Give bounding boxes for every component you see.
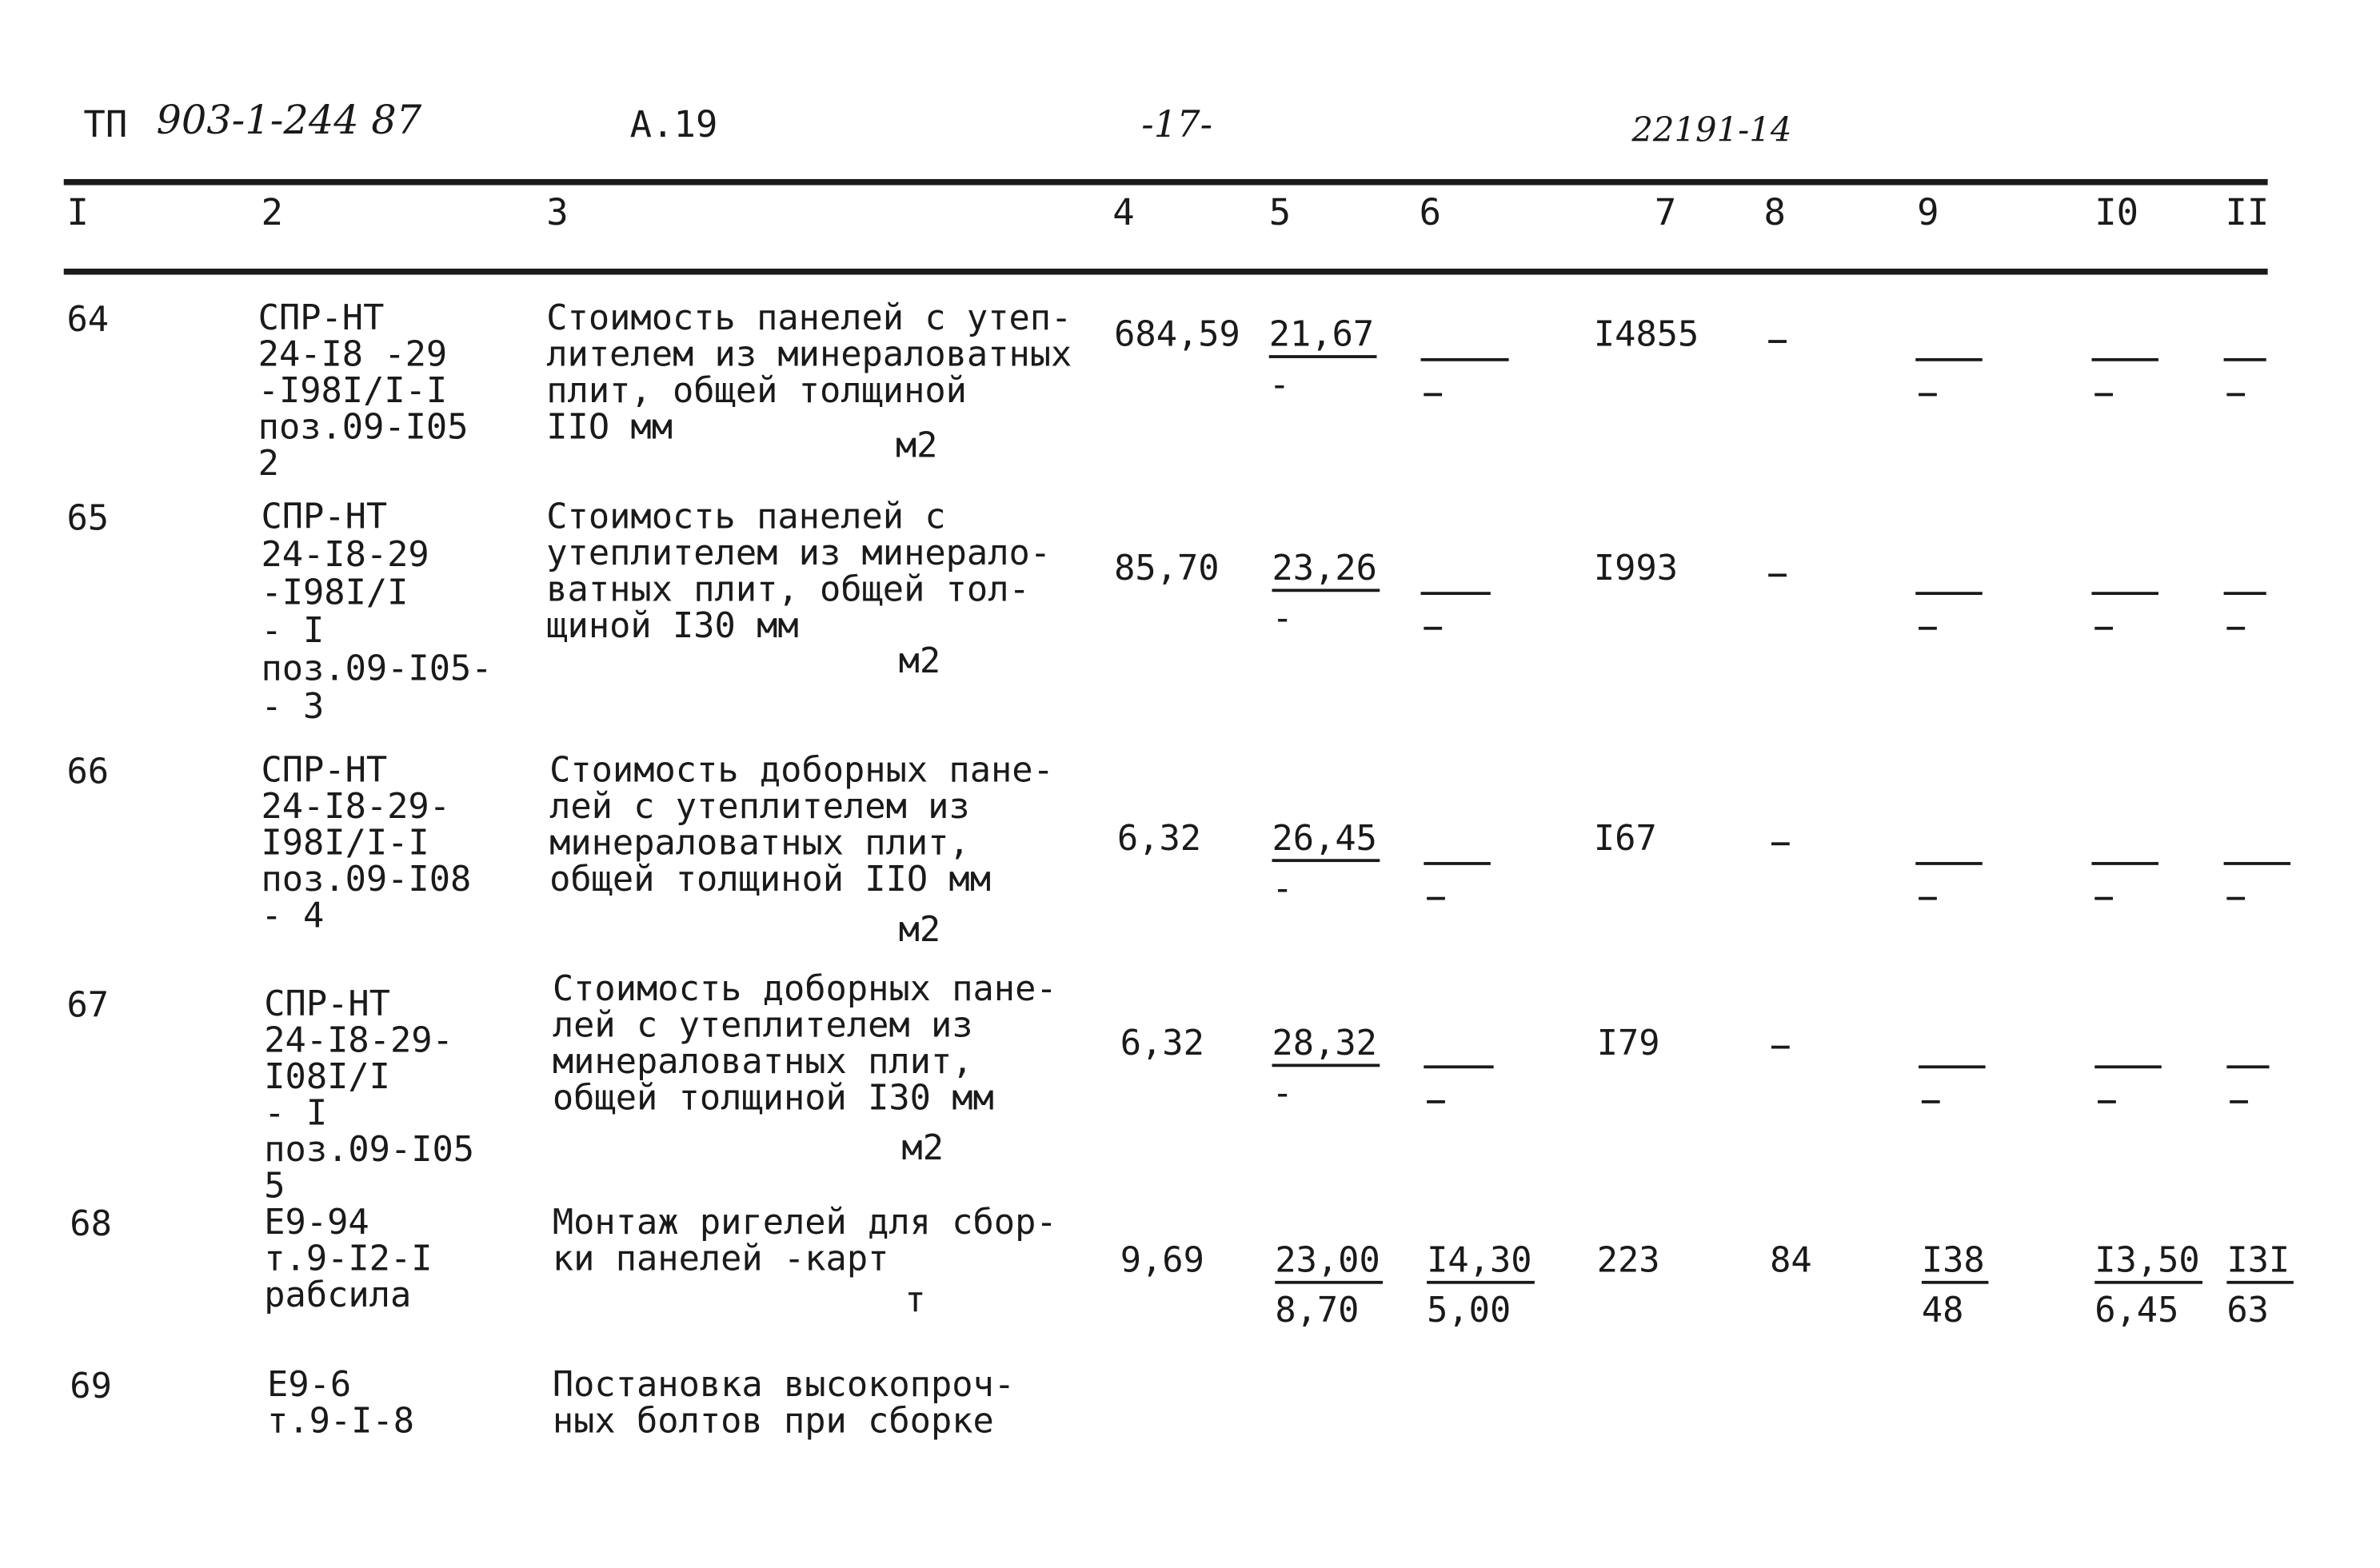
row-code: СПР-НТ 24-I8-29- I08I/I - I поз.09-I05 5: [264, 984, 475, 1207]
row-unit: м2: [895, 426, 938, 466]
row-description: Стоимость панелей с утеплителем из минерало- ватных плит, общей тол- щиной I30 мм: [546, 497, 1052, 647]
column-header-9: 9: [1917, 191, 1939, 234]
col6-dash: [1421, 592, 1491, 595]
col6-dash: [1424, 393, 1442, 397]
col11-sub-value: 63: [2226, 1291, 2269, 1331]
col11-dash: [2230, 1100, 2248, 1103]
row-description: Монтаж ригелей для сбор- ки панелей -карт: [552, 1203, 1057, 1280]
col10-dash: [2094, 627, 2113, 630]
row-total: I67: [1593, 819, 1657, 860]
row-col8: 84: [1770, 1241, 1812, 1281]
row-unit: м2: [898, 641, 941, 682]
col11-dash: [2226, 897, 2245, 900]
col11-dash: [2226, 393, 2245, 397]
col10-dash: [2091, 592, 2158, 595]
row-code: Е9-6 т.9-I-8: [267, 1366, 415, 1442]
col9-sub-value: 48: [1921, 1291, 1964, 1331]
column-header-2: 2: [261, 191, 283, 234]
column-header-6: 6: [1419, 191, 1442, 234]
row-code: СПР-НТ 24-I8-29 -I98I/I - I поз.09-I05- - 3: [261, 497, 493, 728]
row-quantity: 684,59: [1114, 315, 1240, 356]
row-col10: [2094, 1242, 2202, 1331]
col5-sub-value: -: [1272, 599, 1293, 640]
row-number: 65: [66, 499, 110, 539]
row-number: 66: [66, 752, 110, 792]
col9-dash: [1915, 592, 1983, 595]
row-number: 64: [66, 300, 110, 341]
col5-value: 23,26: [1272, 551, 1380, 592]
col10-dash: [2094, 897, 2113, 900]
col5-value: 21,67: [1269, 317, 1377, 359]
col5-value: 26,45: [1272, 821, 1380, 863]
col9-dash: [1915, 358, 1983, 361]
row-unit: т: [904, 1280, 926, 1321]
col5-sub-value: -: [1272, 1075, 1293, 1115]
column-header-11: II: [2225, 191, 2270, 234]
row-description: Стоимость доборных пане- лей с утеплителем из минераловатных плит, общей толщиной IIO мм: [549, 751, 1054, 900]
col8-dash: [1771, 1046, 1790, 1049]
header-code: 22191-14: [1631, 112, 1792, 150]
row-number: 69: [70, 1367, 112, 1407]
header-tp: ТП: [83, 103, 128, 146]
col8-dash: [1771, 842, 1790, 845]
header-page-number: -17-: [1141, 103, 1213, 146]
col5-value: 23,00: [1275, 1243, 1383, 1284]
column-header-5: 5: [1268, 191, 1292, 234]
row-col5: [1272, 549, 1380, 638]
header-rule-top: [64, 179, 2268, 186]
row-total: I993: [1593, 549, 1679, 589]
row-total: I4855: [1593, 315, 1699, 356]
col11-dash: [2224, 358, 2266, 361]
row-quantity: 85,70: [1114, 549, 1220, 589]
col9-dash: [1919, 1065, 1986, 1068]
col9-dash: [1922, 1100, 1940, 1103]
header-album: А.19: [629, 103, 718, 146]
col11-value: I3I: [2226, 1243, 2293, 1284]
col10-sub-value: 6,45: [2094, 1291, 2179, 1331]
col11-dash: [2224, 862, 2291, 865]
row-quantity: 6,32: [1116, 819, 1202, 860]
col6-dash: [1424, 1065, 1493, 1068]
col5-value: 28,32: [1272, 1026, 1380, 1067]
header-rule-bottom: [64, 269, 2268, 275]
col10-dash: [2094, 393, 2113, 397]
row-quantity: 9,69: [1120, 1241, 1204, 1281]
col9-dash: [1919, 897, 1937, 900]
col11-dash: [2224, 592, 2266, 595]
row-code: СПР-НТ 24-I8 -29 -I98I/I-I поз.09-I05 2: [258, 298, 469, 485]
col10-dash: [2098, 1100, 2116, 1103]
row-unit: м2: [901, 1129, 944, 1169]
row-col6: [1427, 1242, 1535, 1331]
col10-dash: [2091, 862, 2158, 865]
col8-dash: [1768, 573, 1787, 577]
row-total: 223: [1596, 1241, 1660, 1281]
col10-dash: [2094, 1065, 2162, 1068]
col6-dash: [1424, 862, 1491, 865]
header-doc-no: 903-1-244 87: [156, 98, 422, 145]
column-header-7: 7: [1654, 191, 1677, 234]
row-col5: [1269, 316, 1377, 405]
col9-dash: [1919, 627, 1937, 630]
column-header-1: I: [66, 191, 89, 234]
col6-dash: [1424, 627, 1442, 630]
col5-sub-value: -: [1272, 869, 1293, 910]
row-number: 68: [70, 1205, 112, 1245]
row-description: Стоимость панелей с утеп- лителем из минераловатных плит, общей толщиной IIO мм: [546, 298, 1072, 448]
col10-value: I3,50: [2094, 1243, 2202, 1284]
col11-dash: [2226, 1065, 2269, 1068]
col5-sub-value: -: [1268, 365, 1291, 406]
row-col9: [1922, 1242, 1988, 1331]
col9-dash: [1915, 862, 1983, 865]
col6-value: I4,30: [1427, 1243, 1535, 1284]
col5-sub-value: 8,70: [1275, 1291, 1360, 1331]
row-number: 67: [66, 986, 110, 1027]
col10-dash: [2091, 358, 2158, 361]
row-description: Стоимость доборных пане- лей с утеплителем из минераловатных плит, общей толщиной I30 мм: [552, 969, 1057, 1119]
column-header-8: 8: [1763, 191, 1786, 234]
col6-dash: [1427, 1100, 1445, 1103]
col9-dash: [1919, 393, 1937, 397]
row-unit: м2: [898, 910, 941, 951]
row-col11: [2226, 1242, 2293, 1331]
row-col5: [1275, 1242, 1383, 1331]
col8-dash: [1768, 340, 1787, 343]
row-col5: [1272, 820, 1380, 908]
column-header-10: I0: [2094, 191, 2139, 234]
column-header-4: 4: [1112, 191, 1135, 234]
row-total: I79: [1596, 1024, 1660, 1064]
col11-dash: [2226, 627, 2245, 630]
row-code: СПР-НТ 24-I8-29- I98I/I-I поз.09-I08 - 4: [261, 751, 472, 937]
row-col5: [1272, 1024, 1380, 1113]
col6-dash: [1421, 358, 1509, 361]
row-description: Постановка высокопроч- ных болтов при сборке: [552, 1366, 1016, 1442]
column-header-3: 3: [546, 191, 569, 234]
row-code: Е9-94 т.9-I2-I рабсила: [264, 1203, 433, 1316]
col9-value: I38: [1922, 1243, 1988, 1284]
col6-sub-value: 5,00: [1427, 1291, 1511, 1331]
col6-dash: [1427, 897, 1445, 900]
row-quantity: 6,32: [1120, 1024, 1204, 1064]
